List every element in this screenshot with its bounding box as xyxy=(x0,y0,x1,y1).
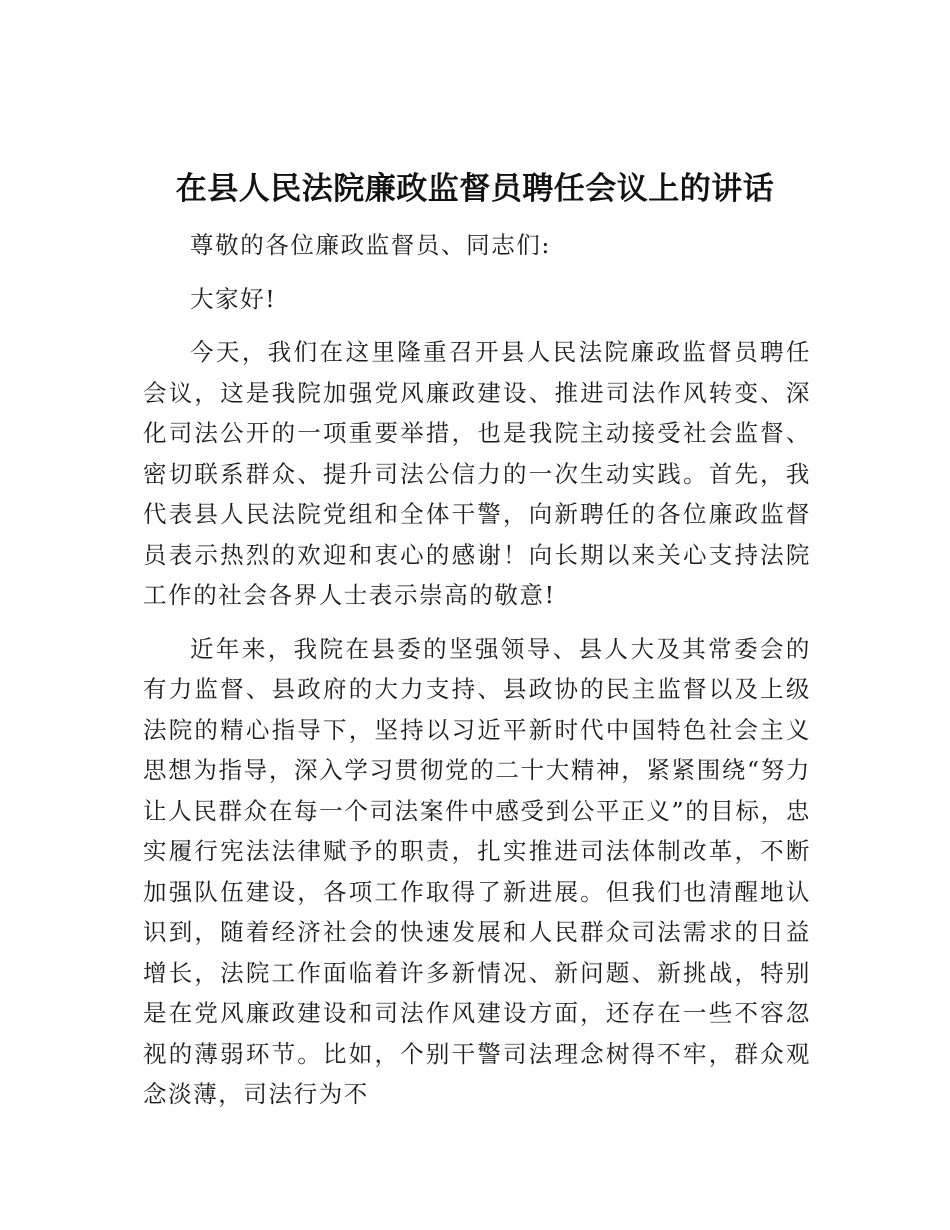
body-paragraph: 近年来，我院在县委的坚强领导、县人大及其常委会的有力监督、县政府的大力支持、县政协的民主监督以及上级法院的精心指导下，坚持以习近平新时代中国特色社会主义思想为指导，深入学习贯彻党的二十大精神，紧紧围绕“努力让人民群众在每一个司法案件中感受到公平正义”的目标，忠实履行宪法法律赋予的职责，扎实推进司法体制改革，不断加强队伍建设，各项工作取得了新进展。但我们也清醒地认识到，随着经济社会的快速发展和人民群众司法需求的日益增长，法院工作面临着许多新情况、新问题、新挑战，特别是在党风廉政建设和司法作风建设方面，还存在一些不容忽视的薄弱环节。比如，个别干警司法理念树得不牢，群众观念淡薄，司法行为不 xyxy=(143,634,811,1108)
document-body xyxy=(143,225,811,1128)
body-paragraph: 今天，我们在这里隆重召开县人民法院廉政监督员聘任会议，这是我院加强党风廉政建设、推进司法作风转变、深化司法公开的一项重要举措，也是我院主动接受社会监督、密切联系群众、提升司法公信力的一次生动实践。首先，我代表县人民法院党组和全体干警，向新聘任的各位廉政监督员表示热烈的欢迎和衷心的感谢！向长期以来关心支持法院工作的社会各界人士表示崇高的敬意! xyxy=(143,338,811,609)
salutation: 尊敬的各位廉政监督员、同志们: xyxy=(190,231,551,259)
document-title: 在县人民法院廉政监督员聘任会议上的讲话 xyxy=(175,171,775,207)
greeting: 大家好! xyxy=(190,284,277,313)
